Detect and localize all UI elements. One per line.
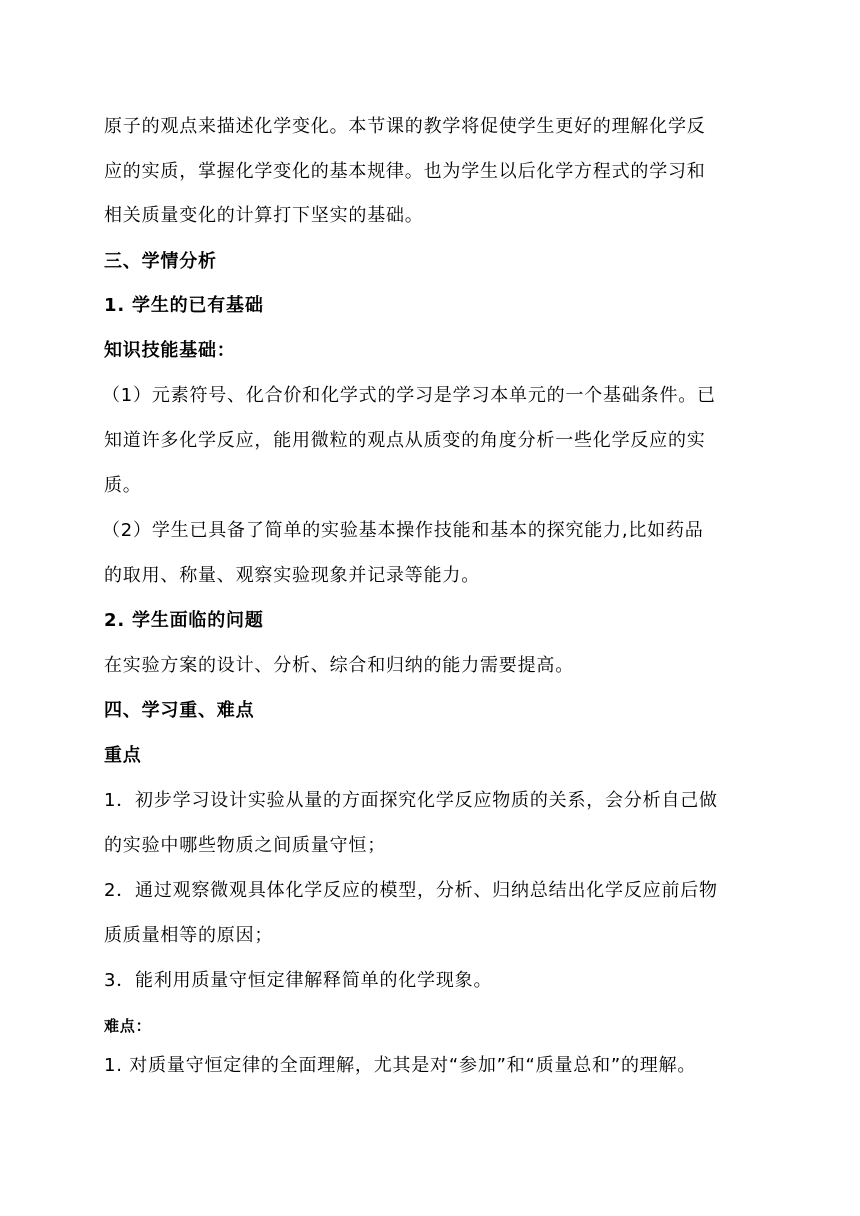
list-item-line: （2）学生已具备了简单的实验基本操作技能和基本的探究能力,比如药品	[102, 520, 704, 541]
list-item-line: 1. 对质量守恒定律的全面理解，尤其是对“参加”和“质量总和”的理解。	[104, 1055, 697, 1076]
list-item-line: 质。	[104, 475, 142, 496]
list-item-line: 的取用、称量、观察实验现象并记录等能力。	[104, 565, 480, 586]
section-heading: 三、学情分析	[104, 251, 217, 272]
subsection-heading: 知识技能基础：	[104, 340, 236, 361]
paragraph-line: 应的实质，掌握化学变化的基本规律。也为学生以后化学方程式的学习和	[104, 161, 706, 182]
subsection-heading: 难点：	[104, 1017, 152, 1035]
section-heading: 四、学习重、难点	[104, 700, 255, 721]
paragraph-line: 相关质量变化的计算打下坚实的基础。	[104, 205, 424, 226]
list-item-line: 的实验中哪些物质之间质量守恒；	[104, 835, 386, 856]
paragraph-line: 原子的观点来描述化学变化。本节课的教学将促使学生更好的理解化学反	[104, 116, 706, 137]
list-item-line: 知道许多化学反应，能用微粒的观点从质变的角度分析一些化学反应的实	[104, 430, 706, 451]
subsection-heading: 1. 学生的已有基础	[104, 295, 264, 316]
subsection-heading: 重点	[104, 745, 142, 766]
list-item-line: （1）元素符号、化合价和化学式的学习是学习本单元的一个基础条件。已	[102, 385, 716, 406]
paragraph-line: 在实验方案的设计、分析、综合和归纳的能力需要提高。	[104, 655, 574, 676]
list-item-line: 1．初步学习设计实验从量的方面探究化学反应物质的关系，会分析自己做	[104, 790, 718, 811]
list-item-line: 3．能利用质量守恒定律解释简单的化学现象。	[104, 970, 493, 991]
list-item-line: 质质量相等的原因；	[104, 925, 274, 946]
subsection-heading: 2. 学生面临的问题	[104, 610, 264, 631]
list-item-line: 2．通过观察微观具体化学反应的模型，分析、归纳总结出化学反应前后物	[104, 880, 718, 901]
